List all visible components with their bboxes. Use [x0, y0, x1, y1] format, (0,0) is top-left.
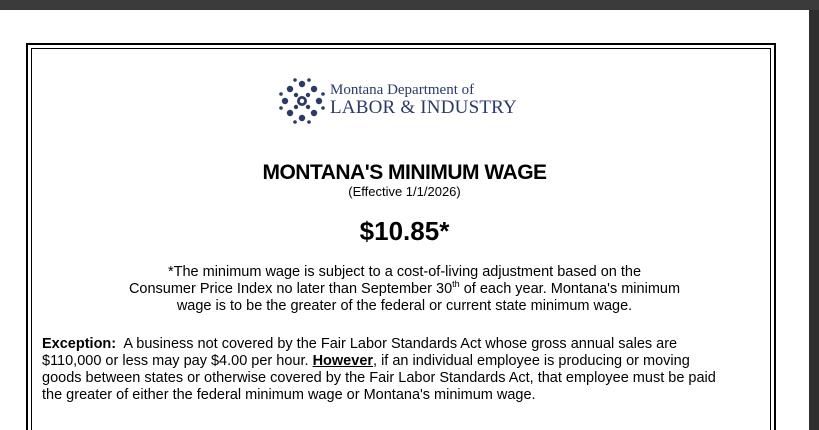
exception-line-1-text: A business not covered by the Fair Labor Standards Act whose gross annual sales are [116, 336, 678, 352]
exception-label: Exception: [42, 336, 117, 352]
exception-line-2-start: $110,000 or less may pay $4.00 per hour. [42, 353, 313, 369]
exception-paragraph [42, 336, 782, 404]
dli-logo [277, 76, 527, 126]
viewer-toolbar-edge [0, 0, 819, 10]
minimum-wage-amount: $10.85* [359, 216, 450, 246]
exception-line-4: the greater of either the federal minimum wage or Montana's minimum wage. [42, 387, 536, 403]
however-emphasis: However [312, 353, 374, 369]
dli-emblem-icon [277, 76, 327, 126]
note-line-2-start: Consumer Price Index no later than September 30 [128, 281, 453, 297]
exception-line-3: goods between states or otherwise covered by the Fair Labor Standards Act, that employee must be paid [42, 370, 716, 386]
ordinal-suffix: th [452, 279, 460, 290]
note-line-3: wage is to be the greater of the federal or current state minimum wage. [176, 298, 633, 314]
vertical-scrollbar[interactable] [809, 10, 819, 430]
effective-date: (Effective 1/1/2026) [348, 184, 461, 199]
logo-text-department: Montana Department of [330, 82, 475, 98]
note-line-1: *The minimum wage is subject to a cost-of-living adjustment based on the [167, 264, 642, 280]
logo-text-labor-industry: LABOR & INDUSTRY [330, 97, 517, 118]
note-line-2 [0, 281, 809, 298]
exception-line-2 [42, 353, 782, 370]
note-line-2-end: of each year. Montana's minimum [459, 281, 681, 297]
page-title: MONTANA'S MINIMUM WAGE [262, 161, 547, 184]
document-page [0, 10, 809, 430]
exception-line-2-end: , if an individual employee is producing or moving [373, 353, 690, 369]
exception-line-1 [42, 336, 782, 353]
cola-note [0, 264, 809, 315]
